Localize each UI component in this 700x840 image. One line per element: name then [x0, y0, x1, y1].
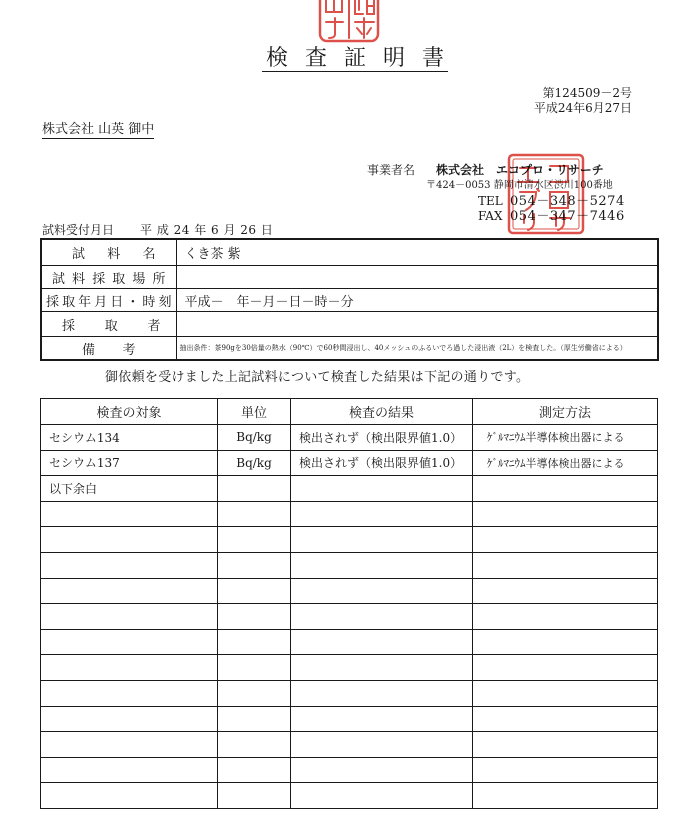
- results-header-row: [41, 399, 658, 425]
- result-unit-cell: [218, 578, 291, 604]
- result-target-cell: [41, 706, 218, 732]
- result-value-cell: [291, 706, 473, 732]
- result-value-cell: [291, 629, 473, 655]
- result-value-cell: [291, 501, 473, 527]
- sample-info-table: [40, 238, 659, 361]
- issuer-label: 事業者名: [367, 163, 416, 177]
- table-row: [41, 655, 658, 681]
- result-value-cell: 検出されず（検出限界値1.0）: [291, 450, 473, 476]
- result-value-cell: [291, 680, 473, 706]
- result-unit-cell: [218, 757, 291, 783]
- result-target-cell: [41, 629, 218, 655]
- fax-number: 054－347－7446: [510, 209, 625, 224]
- result-value-cell: [291, 578, 473, 604]
- receipt-date-label: 試料受付月日: [42, 223, 115, 237]
- table-row: [41, 732, 658, 758]
- seal-lettering: [518, 166, 570, 230]
- result-target-cell: [41, 732, 218, 758]
- company-seal-stamp: [506, 152, 586, 236]
- result-target-cell: [41, 757, 218, 783]
- table-row: [41, 501, 658, 527]
- table-row: [41, 578, 658, 604]
- table-row: [41, 476, 658, 502]
- table-row: [41, 450, 658, 476]
- result-unit-cell: Bq/kg: [218, 425, 291, 451]
- results-body: [41, 425, 658, 809]
- sample-value: 平成－ 年－月－日－時－分: [176, 289, 658, 312]
- seal-lettering: [326, 0, 374, 38]
- header-target: 検査の対象: [41, 399, 218, 425]
- document-title: 検査証明書: [262, 45, 448, 72]
- result-target-cell: セシウム134: [41, 425, 218, 451]
- recipient-name: 株式会社 山英 御中: [42, 122, 155, 137]
- sample-value: くき茶 紫: [176, 239, 658, 266]
- fax-label: FAX: [478, 209, 503, 223]
- sample-row-location: [41, 266, 658, 289]
- result-method-cell: [473, 706, 658, 732]
- result-method-cell: [473, 680, 658, 706]
- header-method: 測定方法: [473, 399, 658, 425]
- result-unit-cell: [218, 680, 291, 706]
- result-target-cell: [41, 527, 218, 553]
- result-target-cell: [41, 501, 218, 527]
- sample-label: 試料採取場所: [41, 266, 176, 289]
- issuer-address: 〒424－0053 静岡市清水区渋川100番地: [426, 180, 613, 191]
- result-target-cell: [41, 655, 218, 681]
- table-row: [41, 629, 658, 655]
- result-method-cell: [473, 783, 658, 809]
- table-row: [41, 680, 658, 706]
- result-method-cell: [473, 501, 658, 527]
- top-seal-stamp: [318, 0, 380, 44]
- table-row: [41, 706, 658, 732]
- result-method-cell: ｹﾞﾙﾏﾆｳﾑ半導体検出器による: [473, 425, 658, 451]
- sample-value: [176, 266, 658, 289]
- table-row: [41, 783, 658, 809]
- result-target-cell: 以下余白: [41, 476, 218, 502]
- result-unit-cell: [218, 655, 291, 681]
- sample-value: [176, 312, 658, 337]
- result-value-cell: [291, 552, 473, 578]
- result-unit-cell: [218, 501, 291, 527]
- table-row: [41, 552, 658, 578]
- result-value-cell: [291, 476, 473, 502]
- sample-label: 備考: [41, 337, 176, 361]
- tel-label: TEL: [478, 194, 503, 208]
- result-unit-cell: Bq/kg: [218, 450, 291, 476]
- result-value-cell: 検出されず（検出限界値1.0）: [291, 425, 473, 451]
- header-unit: 単位: [218, 399, 291, 425]
- result-target-cell: [41, 604, 218, 630]
- result-target-cell: [41, 578, 218, 604]
- seal-outer-border: [509, 155, 583, 233]
- result-statement: 御依頼を受けました上記試料について検査した結果は下記の通りです。: [105, 370, 530, 385]
- result-method-cell: [473, 629, 658, 655]
- result-target-cell: [41, 680, 218, 706]
- result-method-cell: [473, 732, 658, 758]
- issuer-name: 株式会社 エコプロ・リサーチ: [436, 163, 604, 177]
- table-row: [41, 757, 658, 783]
- sample-label: 試料名: [41, 239, 176, 266]
- result-unit-cell: [218, 629, 291, 655]
- table-row: [41, 425, 658, 451]
- sample-value: 抽出条件：茶90gを30倍量の熱水（90℃）で60秒間浸出し、40メッシュのふるいでろ過した浸出液（2L）を検査した。（厚生労働省による）: [176, 337, 658, 361]
- result-unit-cell: [218, 706, 291, 732]
- result-unit-cell: [218, 476, 291, 502]
- result-unit-cell: [218, 552, 291, 578]
- results-table: [40, 398, 658, 809]
- sample-label: 採取者: [41, 312, 176, 337]
- result-value-cell: [291, 757, 473, 783]
- result-method-cell: [473, 476, 658, 502]
- sample-row-remarks: [41, 337, 658, 361]
- table-row: [41, 527, 658, 553]
- result-unit-cell: [218, 783, 291, 809]
- result-method-cell: [473, 552, 658, 578]
- result-value-cell: [291, 527, 473, 553]
- result-method-cell: [473, 757, 658, 783]
- result-method-cell: [473, 578, 658, 604]
- tel-number: 054－348－5274: [510, 194, 625, 209]
- result-target-cell: [41, 552, 218, 578]
- sample-row-datetime: [41, 289, 658, 312]
- result-target-cell: セシウム137: [41, 450, 218, 476]
- result-unit-cell: [218, 527, 291, 553]
- result-unit-cell: [218, 732, 291, 758]
- certificate-number: 第124509－2号: [542, 86, 632, 100]
- issue-date: 平成24年6月27日: [533, 101, 632, 115]
- result-method-cell: ｹﾞﾙﾏﾆｳﾑ半導体検出器による: [473, 450, 658, 476]
- result-value-cell: [291, 783, 473, 809]
- result-value-cell: [291, 732, 473, 758]
- result-unit-cell: [218, 604, 291, 630]
- result-value-cell: [291, 655, 473, 681]
- receipt-date: 平 成 24 年 6 月 26 日: [140, 223, 274, 237]
- sample-label: 採取年月日・時刻: [41, 289, 176, 312]
- result-method-cell: [473, 527, 658, 553]
- result-target-cell: [41, 783, 218, 809]
- header-result: 検査の結果: [291, 399, 473, 425]
- sample-row-collector: [41, 312, 658, 337]
- result-value-cell: [291, 604, 473, 630]
- result-method-cell: [473, 655, 658, 681]
- table-row: [41, 604, 658, 630]
- result-method-cell: [473, 604, 658, 630]
- sample-row-name: [41, 239, 658, 266]
